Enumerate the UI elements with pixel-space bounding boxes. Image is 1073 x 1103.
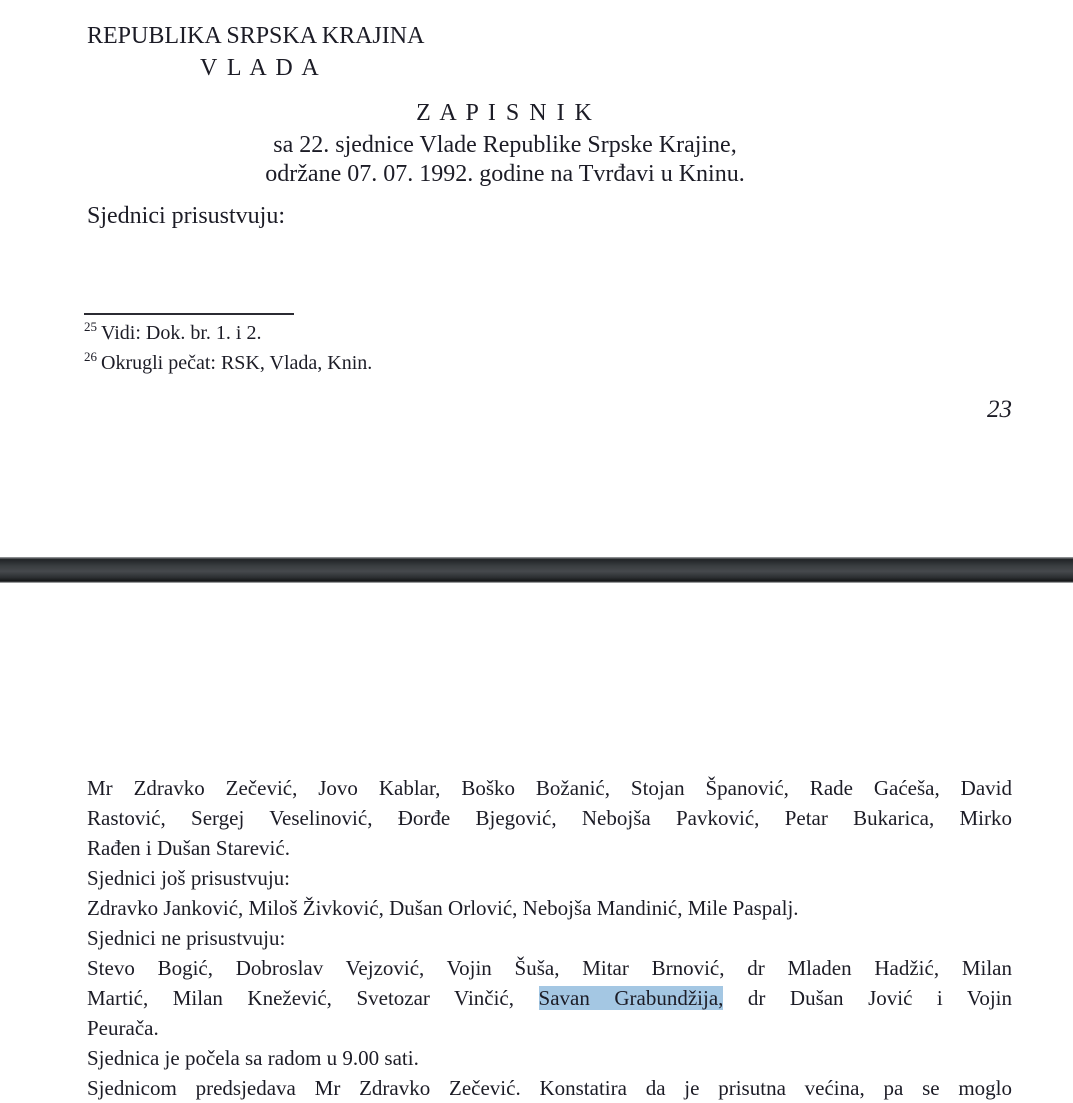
footnote-25 (84, 321, 261, 345)
not-attending-heading: Sjednici ne prisustvuju: (87, 926, 286, 950)
attendees-line: Rastović, Sergej Veselinović, Đorđe Bjegović, Nebojša Pavković, Petar Bukarica, Mirko (87, 806, 1012, 830)
attendees-body (87, 773, 1012, 1103)
text-selection-highlight: Savan Grabundžija, (538, 986, 724, 1010)
footnote-26 (84, 351, 372, 375)
session-start-line: Sjednica je počela sa radom u 9.00 sati. (87, 1046, 419, 1070)
attendees-line: Rađen i Dušan Starević. (87, 836, 290, 860)
also-attending-line: Zdravko Janković, Miloš Živković, Dušan Orlović, Nebojša Mandinić, Mile Paspalj. (87, 896, 799, 920)
attendees-heading: Sjednici prisustvuju: (87, 203, 285, 229)
also-attending-heading: Sjednici još prisustvuju: (87, 866, 291, 890)
org-subunit: V L A D A (200, 55, 321, 81)
line-segment-before: Martić, Milan Knežević, Svetozar Vinčić, (87, 986, 539, 1010)
line-segment-after: dr Dušan Jović i Vojin (723, 986, 1012, 1010)
org-name: REPUBLIKA SRPSKA KRAJINA (87, 23, 425, 49)
footnote-25-marker: 25 (84, 319, 97, 335)
footnote-25-text: Vidi: Dok. br. 1. i 2. (101, 322, 262, 344)
clipped-bottom-line: Sjednicom predsjedava Mr Zdravko Zečević. Konstatira da je prisutna većina, pa se moglo (87, 1076, 1012, 1100)
not-attending-line: Stevo Bogić, Dobroslav Vejzović, Vojin Šuša, Mitar Brnović, dr Mladen Hadžić, Milan (87, 956, 1012, 980)
document-title: Z A P I S N I K (416, 100, 594, 126)
not-attending-line: Peurača. (87, 1016, 159, 1040)
page-number: 23 (987, 396, 1012, 423)
session-subtitle-line2: održane 07. 07. 1992. godine na Tvrđavi u Kninu. (265, 161, 745, 187)
footnote-separator-rule (84, 313, 294, 315)
title-block (0, 99, 1010, 189)
attendees-line: Mr Zdravko Zečević, Jovo Kablar, Boško Božanić, Stojan Španović, Rade Gaćeša, David (87, 776, 1012, 800)
session-subtitle-line1: sa 22. sjednice Vlade Republike Srpske Krajine, (273, 132, 737, 158)
footnote-26-marker: 26 (84, 349, 97, 365)
page-separator-band (0, 557, 1073, 583)
not-attending-line (87, 983, 1012, 1013)
footnote-26-text: Okrugli pečat: RSK, Vlada, Knin. (101, 352, 373, 374)
org-header (87, 20, 424, 84)
